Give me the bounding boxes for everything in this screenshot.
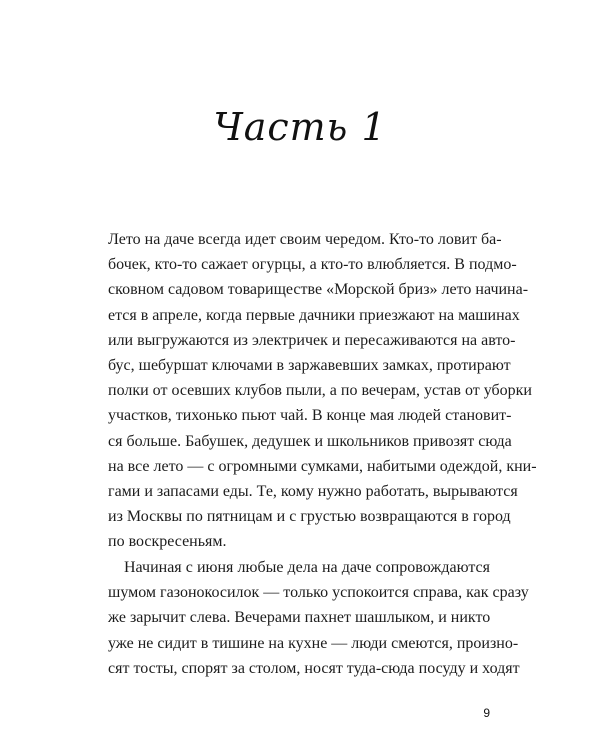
page-number: 9 — [483, 706, 490, 720]
chapter-title: Часть 1 — [213, 105, 387, 149]
text-line: ся больше. Бабушек, дедушек и школьников привозят сюда — [108, 432, 512, 450]
text-line: сковном садовом товариществе «Морской бриз» лето начина- — [108, 281, 529, 299]
text-line: гами и запасами еды. Те, кому нужно работать, вырываются — [108, 483, 518, 501]
text-line: сят тосты, спорят за столом, носят туда-сюда посуду и ходят — [108, 659, 520, 677]
text-line: Лето на даче всегда идет своим чередом. Кто-то ловит ба- — [108, 231, 502, 248]
text-line: из Москвы по пятницам и с грустью возвращаются в город — [108, 508, 511, 526]
text-line: бочек, кто-то сажает огурцы, а кто-то влюбляется. В подмо- — [108, 256, 517, 274]
text-line: Начиная с июня любые дела на даче сопровождаются — [124, 559, 490, 576]
text-line: уже не сидит в тишине на кухне — люди смеются, произно- — [108, 634, 519, 652]
text-line: бус, шебуршат ключами в заржавевших замках, протирают — [108, 357, 511, 375]
paragraph-1 — [108, 227, 537, 555]
text-line: шумом газонокосилок — только успокоится справа, как сразу — [108, 584, 529, 602]
paragraph-2 — [108, 555, 529, 681]
text-line: ется в апреле, когда первые дачники приезжают на машинах — [108, 306, 520, 324]
text-line: участков, тихонько пьют чай. В конце мая людей становит- — [108, 407, 512, 425]
text-line: же зарычит слева. Вечерами пахнет шашлыком, и никто — [108, 609, 491, 627]
text-line: полки от осевших клубов пыли, а по вечерам, устав от уборки — [108, 382, 532, 400]
text-line: на все лето — с огромными сумками, набитыми одеждой, кни- — [108, 457, 537, 475]
text-line: или выгружаются из электричек и пересаживаются на авто- — [108, 331, 516, 349]
text-line: по воскресеньям. — [108, 533, 227, 551]
